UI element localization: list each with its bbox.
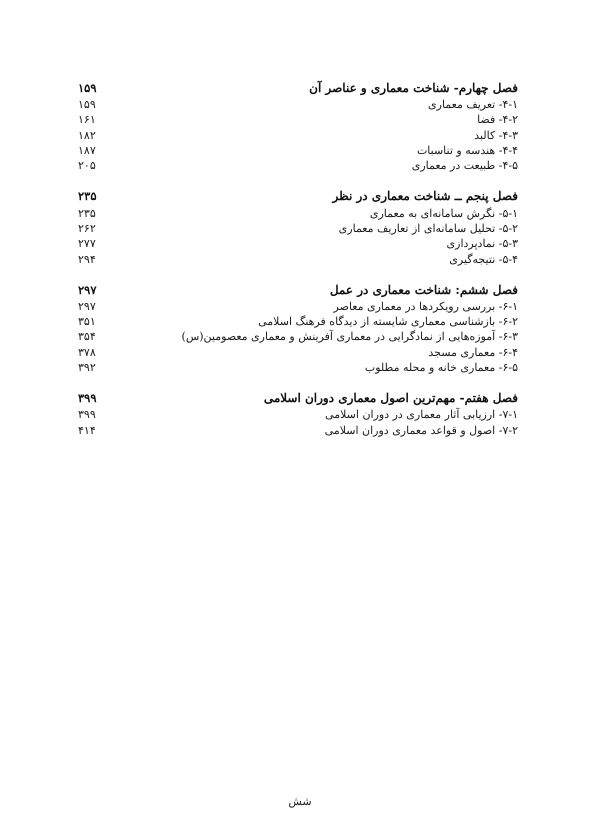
toc-entry: [78, 299, 518, 314]
section-title: ۴-۳- کالبد: [474, 128, 518, 142]
section-title: ۵-۱- نگرش سامانه‌ای به معماری: [369, 206, 518, 220]
toc-entry: [78, 112, 518, 127]
chapter-title: فصل چهارم- شناخت معماری و عناصر آن: [309, 81, 518, 95]
table-of-contents: [78, 80, 518, 453]
page-number: ۱۵۹: [78, 81, 97, 95]
page-number: ۳۹۲: [78, 361, 96, 374]
page-footer-number: شش: [288, 795, 312, 808]
page-number: ۲۹۷: [78, 299, 96, 313]
section-title: ۴-۱- تعریف معماری: [428, 98, 518, 112]
chapter-heading: [78, 80, 518, 97]
chapter-4: [78, 80, 518, 173]
chapter-title: فصل پنجم ــ شناخت معماری در نظر: [332, 189, 518, 204]
page-number: ۳۹۹: [78, 408, 96, 422]
page-number: ۲۹۷: [78, 282, 97, 297]
page-number: ۲۳۵: [78, 206, 96, 220]
section-title: ۶-۳- آموزه‌هایی از نمادگرایی در معماری آفرینش و معماری معصومین(س): [181, 330, 518, 344]
toc-entry: [78, 205, 518, 220]
chapter-title: فصل ششم: شناخت معماری در عمل: [329, 282, 518, 297]
section-title: ۴-۴- هندسه و تناسبات: [416, 144, 518, 158]
page-number: ۳۷۸: [78, 345, 96, 359]
toc-entry: [78, 360, 518, 375]
section-title: ۷-۲- اصول و قواعد معماری دوران اسلامی: [324, 423, 518, 437]
chapter-heading: [78, 390, 518, 407]
page-number: ۲۳۵: [78, 189, 97, 204]
toc-entry: [78, 314, 518, 329]
toc-entry: [78, 236, 518, 251]
section-title: ۶-۵- معماری خانه و محله مطلوب: [364, 361, 518, 374]
page-number: ۲۷۷: [78, 237, 96, 251]
section-title: ۴-۲- فضا: [477, 113, 518, 127]
page-number: ۱۵۹: [78, 98, 96, 112]
page-number: ۳۹۹: [78, 391, 97, 406]
toc-entry: [78, 345, 518, 360]
page-number: ۱۶۱: [78, 113, 96, 127]
chapter-5: [78, 188, 518, 266]
page-number: ۲۰۵: [78, 159, 96, 173]
toc-entry: [78, 251, 518, 266]
page-number: ۱۸۷: [78, 144, 96, 158]
page-number: ۲۶۲: [78, 221, 96, 235]
section-title: ۶-۲- بازشناسی معماری شایسته از دیدگاه فرهنگ اسلامی: [258, 315, 518, 329]
section-title: ۵-۲- تحلیل سامانه‌ای از تعاریف معماری: [338, 221, 518, 235]
toc-entry: [78, 97, 518, 112]
toc-entry: [78, 407, 518, 422]
page-number: ۱۸۲: [78, 128, 96, 142]
page-number: ۴۱۴: [78, 423, 96, 437]
chapter-6: [78, 282, 518, 375]
chapter-7: [78, 390, 518, 438]
toc-entry: [78, 329, 518, 344]
section-title: ۶-۴- معماری مسجد: [428, 345, 518, 359]
section-title: ۷-۱- ارزیابی آثار معماری در دوران اسلامی: [325, 408, 518, 422]
section-title: ۴-۵- طبیعت در معماری: [411, 159, 518, 173]
section-title: ۵-۴- نتیجه‌گیری: [449, 252, 518, 266]
chapter-heading: [78, 188, 518, 205]
toc-entry: [78, 422, 518, 437]
toc-entry: [78, 143, 518, 158]
chapter-heading: [78, 282, 518, 299]
toc-entry: [78, 128, 518, 143]
toc-entry: [78, 158, 518, 173]
page-number: ۳۵۱: [78, 315, 96, 329]
section-title: ۵-۳- نمادپردازی: [446, 237, 518, 251]
toc-entry: [78, 221, 518, 236]
chapter-title: فصل هفتم- مهم‌ترین اصول معماری دوران اسلامی: [263, 391, 518, 406]
section-title: ۶-۱- بررسی رویکردها در معماری معاصر: [333, 299, 518, 313]
page-number: ۲۹۴: [78, 252, 96, 266]
page-number: ۳۵۴: [78, 330, 96, 344]
